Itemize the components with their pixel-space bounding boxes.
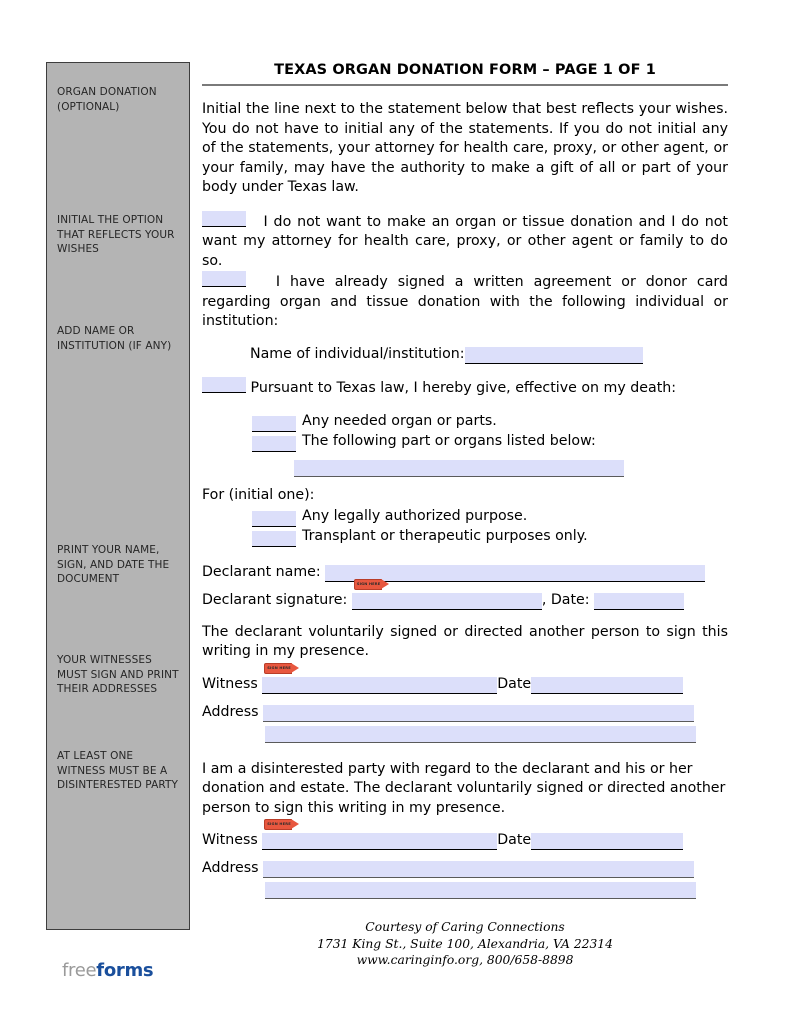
witness-1-date-label: Date xyxy=(497,675,532,692)
option-1-paragraph xyxy=(202,211,728,272)
purpose-b-initial-field[interactable] xyxy=(252,531,296,547)
witness-2-address-row-2 xyxy=(202,882,728,899)
sub-option-b-row xyxy=(202,431,728,451)
witness-1-label: Witness xyxy=(202,675,263,692)
intro-paragraph: Initial the line next to the statement below that best reflects your wishes. You do not have to initial any of the statements. If you do not initial any of the statements, your attorney for health care, proxy, or other agent, or your family, may have the authority to make a gift of all or part of your body under Texas law. xyxy=(202,101,728,195)
purpose-a-row xyxy=(202,506,728,526)
title-divider xyxy=(202,84,728,86)
name-institution-field[interactable] xyxy=(465,347,643,364)
form-content xyxy=(202,62,728,969)
sub-option-a-initial-field[interactable] xyxy=(252,416,296,432)
brand-text-forms: forms xyxy=(96,960,154,981)
credit-line-3: www.caringinfo.org, 800/658-8898 xyxy=(356,953,574,967)
sign-here-tag-declarant xyxy=(354,579,382,590)
purpose-a-initial-field[interactable] xyxy=(252,511,296,527)
witness-2-address-row xyxy=(202,859,728,878)
sub-option-b-initial-field[interactable] xyxy=(252,436,296,452)
witness-2-row xyxy=(202,822,728,850)
witness-1-row xyxy=(202,665,728,694)
declarant-name-label: Declarant name: xyxy=(202,563,326,580)
sign-here-tag-text: SIGN HERE xyxy=(356,581,381,586)
option-2-paragraph xyxy=(202,271,728,332)
name-institution-row xyxy=(202,345,728,364)
witness-1-address-row-2 xyxy=(202,726,728,743)
credit-block xyxy=(202,919,728,969)
declarant-name-row xyxy=(202,563,728,582)
witness-2-date-field[interactable] xyxy=(531,833,683,850)
witness-1-signature-field[interactable] xyxy=(262,677,497,694)
option-3-paragraph xyxy=(202,377,728,399)
option-1-text: I do not want to make an organ or tissue donation and I do not want my attorney for health care, proxy, or other agent or family to do so. xyxy=(202,213,728,269)
brand-text-free: free xyxy=(62,960,97,981)
option-2-initial-field[interactable] xyxy=(202,271,246,287)
organs-list-row xyxy=(202,460,728,477)
witness-1-address-label: Address xyxy=(202,703,264,720)
credit-line-2: 1731 King St., Suite 100, Alexandria, VA 22314 xyxy=(317,936,613,951)
purpose-b-text: Transplant or therapeutic purposes only. xyxy=(302,527,588,544)
name-institution-label: Name of individual/institution: xyxy=(250,345,465,362)
option-3-text: Pursuant to Texas law, I hereby give, effective on my death: xyxy=(250,379,677,396)
sign-here-tag-witness-1: SIGN HERE xyxy=(264,663,292,674)
declarant-date-label: , Date: xyxy=(541,591,595,608)
witness-2-address-field-line-1[interactable] xyxy=(263,861,694,878)
declarant-signature-row xyxy=(202,581,728,610)
option-3-initial-field[interactable] xyxy=(202,377,246,393)
purpose-b-row xyxy=(202,526,728,546)
instruction-sidebar xyxy=(46,62,190,930)
witness-2-label: Witness xyxy=(202,832,263,848)
declarant-signature-label: Declarant signature: xyxy=(202,591,352,608)
witness-2-date-label: Date xyxy=(497,832,532,848)
declarant-date-field[interactable] xyxy=(594,593,684,610)
sub-option-a-row xyxy=(202,411,728,431)
sidebar-note-organ-donation: ORGAN DONATION (OPTIONAL) xyxy=(57,86,157,113)
credit-line-1: Courtesy of Caring Connections xyxy=(365,920,565,934)
sidebar-note-print-sign-date: PRINT YOUR NAME, SIGN, AND DATE THE DOCUMENT xyxy=(57,544,170,585)
purpose-a-text: Any legally authorized purpose. xyxy=(302,507,528,524)
sub-option-a-text: Any needed organ or parts. xyxy=(302,413,497,429)
declarant-attestation: The declarant voluntarily signed or directed another person to sign this writing in my presence. xyxy=(202,623,728,659)
page-title: TEXAS ORGAN DONATION FORM – PAGE 1 OF 1 xyxy=(274,62,656,78)
disinterested-attestation: I am a disinterested party with regard to the declarant and his or her donation and estate. The declarant voluntarily signed or directed another person to sign this writing in my presence. xyxy=(202,760,726,816)
witness-2-signature-field[interactable] xyxy=(262,833,497,850)
sidebar-note-initial-option: INITIAL THE OPTION THAT REFLECTS YOUR WISHES xyxy=(57,214,175,255)
sidebar-note-disinterested: AT LEAST ONE WITNESS MUST BE A DISINTERESTED PARTY xyxy=(57,750,179,791)
sub-option-b-text: The following part or organs listed below: xyxy=(302,433,596,449)
sign-here-tag-witness-2: SIGN HERE xyxy=(264,819,292,830)
organs-list-field[interactable] xyxy=(294,460,624,477)
witness-2-address-label: Address xyxy=(202,860,264,876)
option-2-text: I have already signed a written agreement or donor card regarding organ and tissue donation with the following individual or institution: xyxy=(202,274,728,329)
sidebar-note-add-name: ADD NAME OR INSTITUTION (IF ANY) xyxy=(57,325,172,352)
witness-1-address-field-line-1[interactable] xyxy=(263,705,694,722)
option-1-initial-field[interactable] xyxy=(202,211,246,227)
freeforms-logo xyxy=(62,960,153,981)
for-initial-one-label: For (initial one): xyxy=(202,487,315,503)
witness-1-date-field[interactable] xyxy=(531,677,683,694)
witness-2-address-field-line-2[interactable] xyxy=(265,882,696,899)
witness-1-address-row xyxy=(202,703,728,722)
sidebar-note-witness-sign-print: YOUR WITNESSES MUST SIGN AND PRINT THEIR ADDRESSES xyxy=(57,654,179,695)
witness-1-address-field-line-2[interactable] xyxy=(265,726,696,743)
